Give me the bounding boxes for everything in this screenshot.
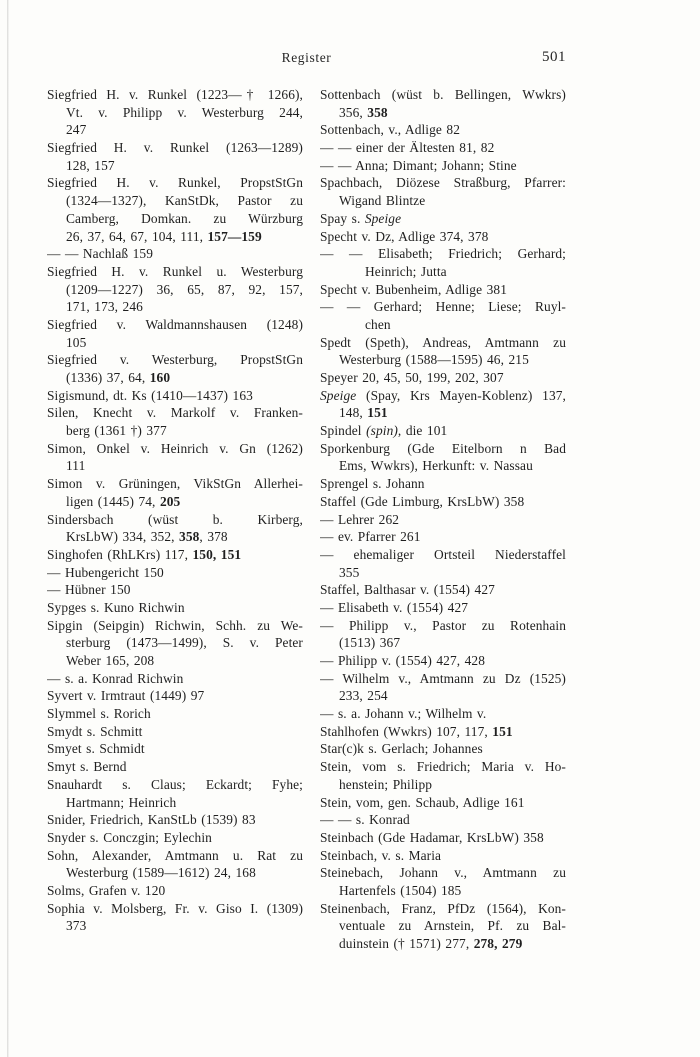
register-entry [320, 493, 566, 511]
register-entry [320, 298, 566, 333]
register-line: — Hubengericht 150 [47, 564, 164, 580]
register-entry [47, 829, 303, 847]
register-line: — Hübner 150 [47, 582, 131, 598]
register-entry [47, 245, 303, 263]
register-line: KrsLbW) 334, 352, 358, 378 [66, 529, 228, 545]
register-line: Simon v. Grüningen, VikStGn Allerhei- [47, 476, 303, 492]
register-line: Sindersbach (wüst b. Kirberg, [47, 511, 303, 527]
register-entry [47, 847, 303, 882]
register-line: Sottenbach (wüst b. Bellingen, Wwkrs) [320, 87, 566, 102]
register-entry [320, 599, 566, 617]
register-line: 373 [66, 918, 87, 934]
register-line: Speyer 20, 45, 50, 199, 202, 307 [320, 370, 504, 385]
register-line: Staffel (Gde Limburg, KrsLbW) 358 [320, 493, 525, 509]
register-entry [47, 599, 303, 617]
register-column-right [320, 86, 566, 953]
register-line: Silen, Knecht v. Markolf v. Franken- [47, 405, 303, 421]
register-line: Spedt (Speth), Andreas, Amtmann zu [320, 334, 566, 350]
register-line: Stahlhofen (Wwkrs) 107, 117, 151 [320, 723, 513, 739]
register-line: Heinrich; Jutta [365, 263, 447, 279]
register-entry [47, 404, 303, 439]
register-line: Siegfried v. Waldmannshausen (1248) [47, 316, 303, 332]
register-entry [320, 811, 566, 829]
register-entry [47, 882, 303, 900]
register-line: Stein, vom, gen. Schaub, Adlige 161 [320, 794, 525, 810]
register-entry [320, 174, 566, 209]
register-entry [47, 316, 303, 351]
register-line: — — Elisabeth; Friedrich; Gerhard; [320, 246, 566, 262]
register-entry [320, 422, 566, 440]
register-entry [320, 228, 566, 246]
register-line: Wigand Blintze [339, 193, 426, 209]
register-line: Syvert v. Irmtraut (1449) 97 [47, 688, 205, 704]
register-entry [47, 546, 303, 564]
register-entry [320, 139, 566, 157]
register-line: 148, 151 [339, 405, 388, 421]
register-entry [320, 511, 566, 529]
register-entry [320, 794, 566, 812]
register-line: 105 [66, 334, 87, 350]
running-title: Register [281, 50, 332, 65]
register-line: Spay s. Speige [320, 210, 402, 226]
register-line: Sophia v. Molsberg, Fr. v. Giso I. (1309) [47, 900, 303, 916]
page-header [47, 50, 566, 68]
register-line: Spindel (spin), die 101 [320, 423, 448, 439]
register-entry [47, 511, 303, 546]
register-line: Weber 165, 208 [66, 653, 155, 668]
register-line: Snauhardt s. Claus; Eckardt; Fyhe; [47, 776, 303, 792]
page-edge-shadow [7, 0, 9, 1057]
register-line: — — Anna; Dimant; Johann; Stine [320, 157, 517, 173]
register-line: Steinbach (Gde Hadamar, KrsLbW) 358 [320, 829, 544, 845]
register-line: Sipgin (Seipgin) Richwin, Schh. zu We- [47, 617, 303, 633]
register-line: Staffel, Balthasar v. (1554) 427 [320, 582, 495, 598]
register-line: Hartenfels (1504) 185 [339, 882, 462, 898]
register-entry [47, 900, 303, 935]
register-line: 171, 173, 246 [66, 299, 143, 315]
register-entry [47, 475, 303, 510]
register-entry [320, 847, 566, 865]
register-entry [47, 581, 303, 599]
register-line: henstein; Philipp [339, 776, 433, 792]
register-entry [47, 687, 303, 705]
register-line: duinstein († 1571) 277, 278, 279 [339, 936, 523, 951]
register-line: — Philipp v., Pastor zu Rotenhain [320, 617, 566, 633]
register-line: Sporkenburg (Gde Eitelborn n Bad [320, 440, 566, 456]
register-entry [47, 705, 303, 723]
register-line: Smyet s. Schmidt [47, 741, 145, 757]
register-line: — Elisabeth v. (1554) 427 [320, 599, 469, 615]
register-line: Spachbach, Diözese Straßburg, Pfarrer: [320, 175, 566, 191]
register-column-left [47, 86, 303, 935]
register-line: (1513) 367 [339, 635, 401, 651]
register-line: Slymmel s. Rorich [47, 706, 151, 722]
register-entry [320, 281, 566, 299]
register-line: Sypges s. Kuno Richwin [47, 599, 185, 615]
register-line: Smyt s. Bernd [47, 759, 127, 775]
register-line: — Philipp v. (1554) 427, 428 [320, 653, 486, 668]
register-entry [47, 174, 303, 245]
register-line: Siegfried H. v. Runkel, PropstStGn [47, 175, 303, 191]
register-entry [320, 334, 566, 369]
register-line: Speige (Spay, Krs Mayen-Koblenz) 137, [320, 387, 566, 403]
register-entry [320, 546, 566, 581]
register-line: Camberg, Domkan. zu Würzburg [66, 210, 303, 226]
register-entry [320, 740, 566, 758]
register-entry [47, 263, 303, 316]
register-line: Westerburg (1588—1595) 46, 215 [339, 352, 529, 368]
register-entry [47, 440, 303, 475]
register-line: 26, 37, 64, 67, 104, 111, 157—159 [66, 228, 262, 244]
register-entry [47, 723, 303, 741]
register-line: 128, 157 [66, 157, 115, 173]
register-entry [320, 121, 566, 139]
register-line: Steinebach, Johann v., Amtmann zu [320, 865, 566, 881]
register-line: Sohn, Alexander, Amtmann u. Rat zu [47, 847, 303, 863]
register-entry [47, 564, 303, 582]
register-line: Sottenbach, v., Adlige 82 [320, 122, 461, 138]
register-line: berg (1361 †) 377 [66, 423, 167, 439]
register-line: Westerburg (1589—1612) 24, 168 [66, 865, 256, 881]
register-entry [320, 475, 566, 493]
register-line: sterburg (1473—1499), S. v. Peter [66, 635, 303, 651]
register-line: Siegfried v. Westerburg, PropstStGn [47, 352, 303, 368]
register-line: Siegfried H. v. Runkel (1223—† 1266), [47, 87, 303, 102]
register-line: Steinbach, v. s. Maria [320, 847, 442, 863]
register-line: 355 [339, 564, 360, 580]
register-entry [320, 723, 566, 741]
register-line: Sigismund, dt. Ks (1410—1437) 163 [47, 387, 253, 403]
register-entry [320, 581, 566, 599]
register-line: — ehemaliger Ortsteil Niederstaffel [320, 546, 566, 562]
register-line: Sprengel s. Johann [320, 476, 425, 492]
register-line: 356, 358 [339, 104, 388, 120]
register-entry [320, 652, 566, 670]
register-entry [320, 670, 566, 705]
register-entry [320, 245, 566, 280]
register-entry [320, 157, 566, 175]
register-line: Simon, Onkel v. Heinrich v. Gn (1262) [47, 440, 303, 456]
register-line: — ev. Pfarrer 261 [320, 529, 421, 545]
register-line: Snider, Friedrich, KanStLb (1539) 83 [47, 812, 256, 828]
register-entry [320, 210, 566, 228]
register-line: Solms, Grafen v. 120 [47, 882, 166, 898]
register-entry [320, 617, 566, 652]
register-entry [320, 758, 566, 793]
register-line: chen [365, 316, 391, 332]
register-entry [47, 351, 303, 386]
register-line: Siegfried H. v. Runkel (1263—1289) [47, 140, 303, 156]
register-line: Snyder s. Conczgin; Eylechin [47, 829, 212, 845]
register-entry [320, 440, 566, 475]
register-entry [320, 86, 566, 121]
register-line: (1324—1327), KanStDk, Pastor zu [66, 193, 303, 209]
register-line: — Wilhelm v., Amtmann zu Dz (1525) [320, 670, 566, 686]
register-line: — — einer der Ältesten 81, 82 [320, 140, 495, 156]
register-line: 233, 254 [339, 688, 388, 704]
register-line: — s. a. Johann v.; Wilhelm v. [320, 706, 487, 722]
register-line: Smydt s. Schmitt [47, 723, 143, 739]
register-line: Vt. v. Philipp v. Westerburg 244, [66, 104, 303, 120]
register-line: Specht v. Bubenheim, Adlige 381 [320, 281, 507, 297]
register-line: — s. a. Konrad Richwin [47, 670, 184, 686]
register-entry [320, 528, 566, 546]
register-line: (1336) 37, 64, 160 [66, 370, 171, 385]
register-line: 247 [66, 122, 87, 138]
register-entry [320, 864, 566, 899]
register-entry [47, 776, 303, 811]
register-entry [47, 670, 303, 688]
register-line: Siegfried H. v. Runkel u. Westerburg [47, 263, 303, 279]
register-entry [47, 387, 303, 405]
register-line: 111 [66, 458, 86, 474]
register-entry [320, 369, 566, 387]
register-line: ventuale zu Arnstein, Pf. zu Bal- [339, 918, 566, 934]
register-line: ligen (1445) 74, 205 [66, 493, 181, 509]
register-line: Specht v. Dz, Adlige 374, 378 [320, 228, 489, 244]
register-line: — — Gerhard; Henne; Liese; Ruyl- [320, 299, 566, 315]
register-entry [320, 900, 566, 953]
register-line: — Lehrer 262 [320, 511, 400, 527]
register-line: Singhofen (RhLKrs) 117, 150, 151 [47, 546, 242, 562]
register-line: Stein, vom s. Friedrich; Maria v. Ho- [320, 759, 566, 775]
register-line: — — Nachlaß 159 [47, 246, 154, 262]
register-entry [47, 86, 303, 139]
register-entry [320, 705, 566, 723]
register-line: — — s. Konrad [320, 812, 410, 828]
register-line: Hartmann; Heinrich [66, 794, 177, 810]
register-entry [47, 617, 303, 670]
register-entry [47, 139, 303, 174]
register-line: (1209—1227) 36, 65, 87, 92, 157, [66, 281, 303, 297]
register-entry [320, 829, 566, 847]
register-line: Ems, Wwkrs), Herkunft: v. Nassau [339, 458, 533, 474]
register-entry [320, 387, 566, 422]
register-entry [47, 740, 303, 758]
register-line: Star(c)k s. Gerlach; Johannes [320, 741, 483, 757]
page-number: 501 [542, 49, 566, 65]
register-entry [47, 758, 303, 776]
register-entry [47, 811, 303, 829]
register-line: Steinenbach, Franz, PfDz (1564), Kon- [320, 900, 566, 916]
